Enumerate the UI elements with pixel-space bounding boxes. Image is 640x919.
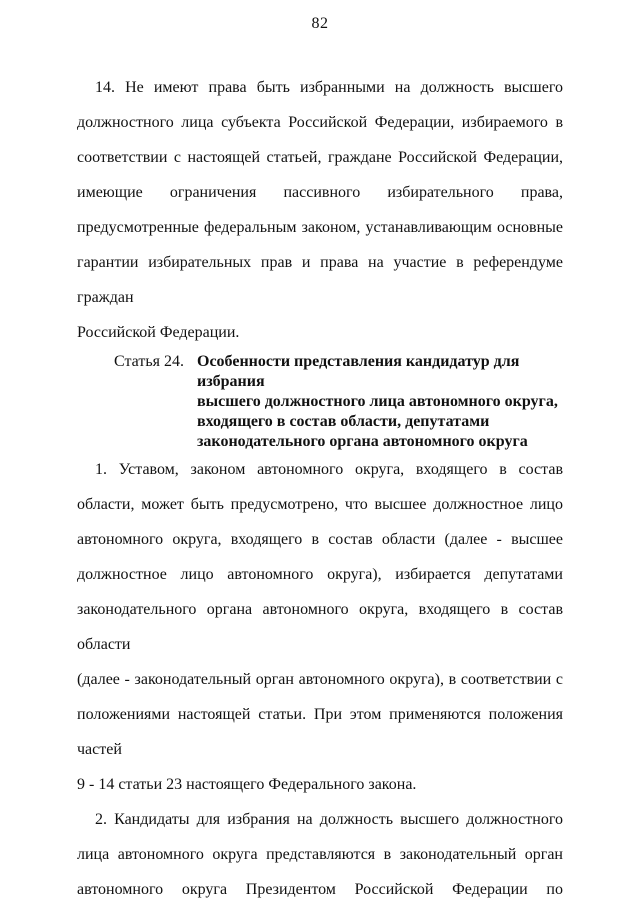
text-line: (далее - законодательный орган автономного округа), в соответствии с [77,671,563,688]
text-line: высшего должностного лица автономного округа, [197,393,558,410]
document-page [0,14,640,919]
text-line: положениями настоящей статьи. При этом применяются положения частей [77,706,563,758]
text-line: Российской Федерации. [77,324,240,341]
text-line: 1. Уставом, законом автономного округа, входящего в состав [95,461,563,478]
text-line: 9 - 14 статьи 23 настоящего Федерального закона. [77,776,417,793]
text-line: предусмотренные федеральным законом, устанавливающим основные [77,219,563,236]
article-title [197,352,563,452]
article-number-label: Статья 24. [114,353,184,370]
text-line: области, может быть предусмотрено, что высшее должностное лицо [77,496,563,513]
text-line: должностное лицо автономного округа), избирается депутатами [77,566,563,583]
text-line: лица автономного округа представляются в законодательный орган [77,846,563,863]
text-line: соответствии с настоящей статьей, граждане Российской Федерации, [77,149,563,166]
clause-1-paragraph [77,452,563,802]
clause-14-paragraph [77,70,563,350]
text-line: автономного округа Президентом Российской Федерации по [77,881,563,898]
text-line: входящего в состав области, депутатами [197,413,490,430]
clause-2-paragraph [77,802,563,907]
text-line: Особенности представления кандидатур для избрания [197,353,520,390]
page-number: 82 [311,15,329,32]
text-line: 2. Кандидаты для избрания на должность высшего должностного [95,811,563,828]
text-line: законодательного органа автономного округа [197,433,528,450]
text-line: имеющие ограничения пассивного избирательного права, [77,184,563,201]
text-line: 14. Не имеют права быть избранными на должность высшего [95,79,563,96]
text-line: законодательного органа автономного округа, входящего в состав области [77,601,563,653]
text-line: автономного округа, входящего в состав области (далее - высшее [77,531,563,548]
text-line: должностного лица субъекта Российской Федерации, избираемого в [77,114,563,131]
article-24-heading [77,352,563,452]
text-line: гарантии избирательных прав и права на участие в референдуме граждан [77,254,563,306]
